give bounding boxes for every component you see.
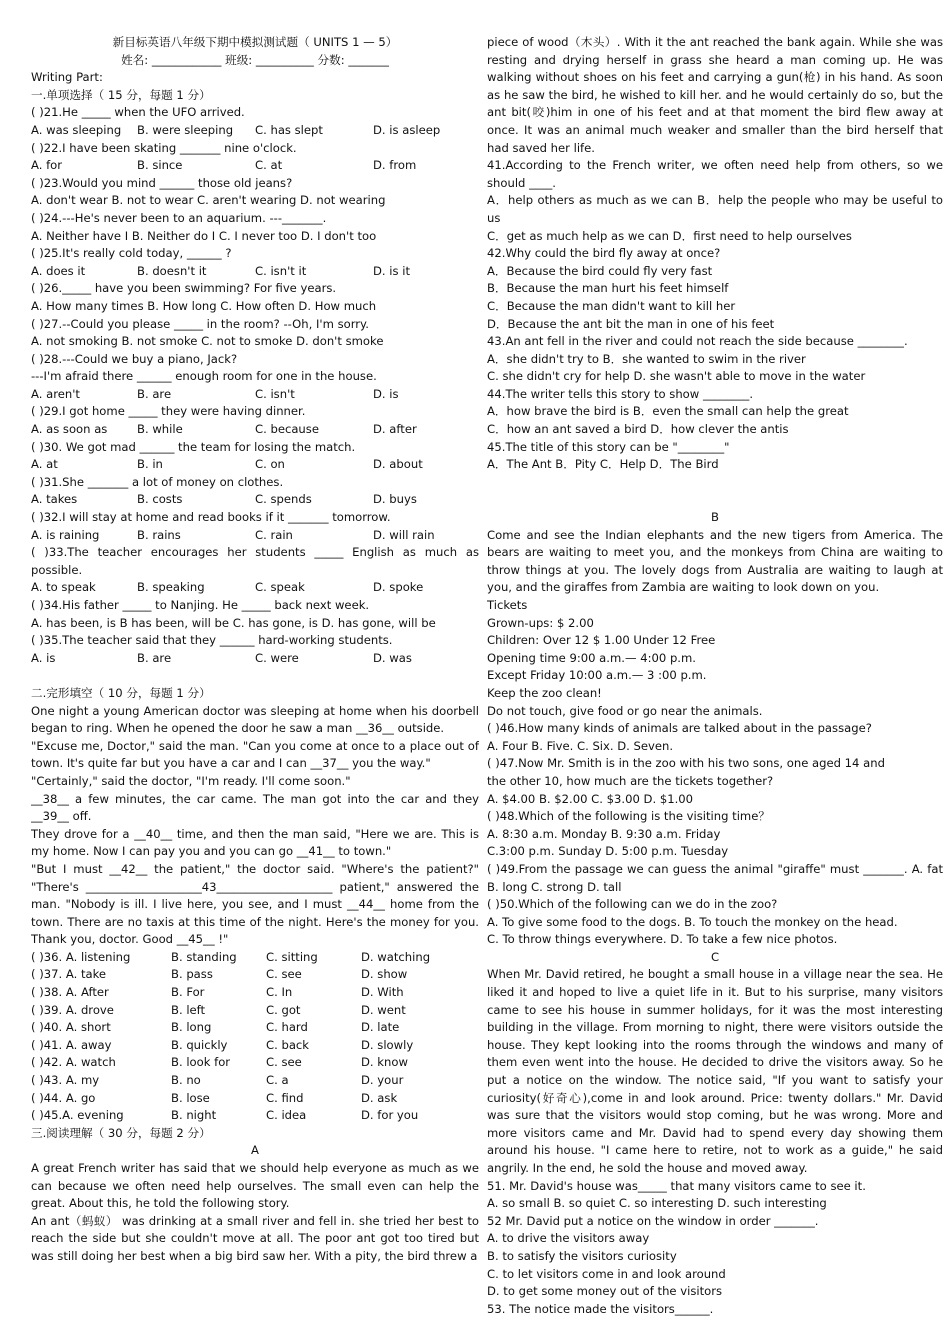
option-text: B. standing (171, 949, 237, 964)
option-text: B. are (137, 386, 172, 401)
text-line: C. she didn't cry for help D. she wasn't able to move in the water (487, 369, 866, 384)
text-line: ---I'm afraid there ______ enough room for one in the house. (31, 369, 377, 384)
option-text: B. lose (171, 1090, 210, 1105)
text-line: A．she didn't try to B．she wanted to swim in the river (487, 351, 806, 366)
text-line: A. not smoking B. not smoke C. not to smoke D. don't smoke (31, 334, 384, 349)
option-text: C. back (266, 1037, 310, 1052)
text-line: ( )23.Would you mind ______ those old jeans? (31, 175, 293, 190)
text-line: ( )35.The teacher said that they ______ hard-working students. (31, 633, 393, 648)
option-text: A. does it (31, 263, 86, 278)
text-line: 51. Mr. David's house was_____ that many visitors came to see it. (487, 1178, 866, 1193)
option-text: D. late (361, 1020, 400, 1035)
text-line: the other 10, how much are the tickets together? (487, 773, 774, 788)
option-text: C. a (266, 1073, 289, 1088)
option-text: B. are (137, 650, 172, 665)
text-line: A. How many times B. How long C. How often D. How much (31, 298, 377, 313)
option-text: D. slowly (361, 1037, 414, 1052)
text-line: 53. The notice made the visitors______. (487, 1301, 714, 1316)
option-text: C. were (255, 650, 299, 665)
text-line: ( )33.The teacher encourages her students _____ English as much as possible. (31, 545, 479, 577)
option-row (31, 579, 479, 597)
option-text: D. is asleep (373, 122, 441, 137)
text-line: Except Friday 10:00 a.m.— 3 :00 p.m. (487, 668, 707, 683)
option-text: C. isn't it (255, 263, 307, 278)
option-row (31, 122, 479, 140)
option-text: D. from (373, 158, 417, 173)
text-line: A (251, 1143, 259, 1158)
option-text: B. while (137, 422, 183, 437)
option-text: D. went (361, 1002, 406, 1017)
option-text: D. is it (373, 263, 411, 278)
option-row (31, 949, 479, 967)
text-line: A. To give some food to the dogs. B. To touch the monkey on the head. (487, 914, 898, 929)
option-text: C. at (255, 158, 283, 173)
text-line: ( )24.---He's never been to an aquarium. ---_______. (31, 210, 327, 225)
option-text: B. doesn't it (137, 263, 207, 278)
text-line: Tickets (487, 598, 528, 612)
option-text: A. at (31, 457, 58, 472)
text-line: C．how an ant saved a bird D．how clever the antis (487, 422, 789, 437)
option-text: D. ask (361, 1090, 398, 1105)
text-line: A. so small B. so quiet C. so interesting D. such interesting (487, 1196, 827, 1211)
option-text: C. spends (255, 492, 312, 507)
text-line: C．Because the man didn't want to kill her (487, 298, 736, 313)
text-line: piece of wood（木头）. With it the ant reached the bank again. While she was resting and drying herself in grass she heard a man coming up. He was walking without shoes on his feet and carrying a gun(枪) in his hand. As soon as he saw the bird, he wished to kill her. and he would certainly do so, but the ant bit(咬)him in one of his feet and at that moment the bird flew away at once. It was an animal much weaker and smaller than the bird herself that had saved her life. (487, 35, 943, 155)
spacer (487, 474, 943, 492)
text-line: A. don't wear B. not to wear C. aren't wearing D. not wearing (31, 193, 386, 208)
text-line: A．The Ant B．Pity C．Help D．The Bird (487, 457, 719, 472)
text-line: C. to let visitors come in and look around (487, 1266, 726, 1281)
text-line: 42.Why could the bird fly away at once? (487, 246, 721, 261)
option-row (31, 1037, 479, 1055)
text-line: ( )30. We got mad ______ the team for losing the match. (31, 439, 356, 454)
text-line: One night a young American doctor was sleeping at home when his doorbell began to ring. When he opened the door he saw a man __36__ outside. (31, 703, 479, 736)
option-text: ( )37. A. take (31, 967, 107, 982)
option-text: C. has slept (255, 122, 323, 137)
option-row (31, 650, 479, 668)
option-text: C. got (266, 1002, 301, 1017)
text-line: C.3:00 p.m. Sunday D. 5:00 p.m. Tuesday (487, 844, 729, 859)
text-line: "But I must __42__ the patient," the doctor said. "Where's the patient?" "There's ____________________43____________________ patient," answered the man. "Nobody is ill. I live here, you see, and I must __44__ home from the town. There are no taxis at this time of the night. Here's the money for you. Thank you, doctor. Good __45__ !" (31, 861, 479, 947)
option-text: ( )44. A. go (31, 1090, 96, 1105)
text-line: A. 8:30 a.m. Monday B. 9:30 a.m. Friday (487, 826, 721, 841)
option-text: C. on (255, 457, 285, 472)
option-text: ( )45.A. evening (31, 1108, 124, 1123)
option-row (31, 157, 479, 175)
text-line: ( )34.His father _____ to Nanjing. He _____ back next week. (31, 598, 370, 612)
text-line: B (711, 510, 719, 525)
option-text: D. is (373, 386, 399, 401)
option-text: A. is raining (31, 527, 100, 542)
text-line: A．Because the bird could fly very fast (487, 263, 713, 278)
text-line: ( )31.She _______ a lot of money on clothes. (31, 474, 284, 489)
text-line: ( )26._____ have you been swimming? For five years. (31, 281, 337, 296)
option-text: B. in (137, 457, 163, 472)
option-text: ( )38. A. After (31, 985, 109, 1000)
text-line: When Mr. David retired, he bought a small house in a village near the sea. He liked it and hoped to live a quiet life in it. But to his surprise, many visitors came to see his house in summer holidays, for it was the most interesting building in the village. From morning to night, there were visitors outside the house. They kept looking into the rooms through the windows and many of them even went into the house. He decided to drive the visitors away. So he put a notice on the window. The notice said, "If you want to satisfy your curiosity(好奇心),come in and look around. Price: twenty dollars." Mr. David was sure that the visitors would stop coming, but he was wrong. More and more visitors came and Mr. David had to spend every day showing them around his house. "I came here to retire, not to work as a guide," he said angrily. In the end, he sold the house and moved away. (487, 967, 943, 1175)
option-row (31, 1054, 479, 1072)
text-line: Come and see the Indian elephants and the new tigers from America. The bears are waiting to meet you, and the monkeys from China are waiting to throw things at you. The lovely dogs from Australia are waiting to laugh at you, and the giraffes from Zambia are waiting to look down on you. (487, 527, 943, 595)
text-line: 一.单项选择（ 15 分，每题 1 分） (31, 87, 211, 102)
option-text: D. was (373, 650, 412, 665)
option-text: D. will rain (373, 527, 435, 542)
option-row (31, 1072, 479, 1090)
option-text: D. know (361, 1055, 408, 1070)
text-line: 41.According to the French writer, we often need help from others, so we should ____. (487, 158, 943, 190)
text-line: A. $4.00 B. $2.00 C. $3.00 D. $1.00 (487, 791, 694, 806)
option-row (31, 1019, 479, 1037)
spacer (31, 667, 479, 685)
option-row (31, 527, 479, 545)
option-row (31, 386, 479, 404)
text-line: B. to satisfy the visitors curiosity (487, 1248, 677, 1263)
text-line: A great French writer has said that we should help everyone as much as we can because we often need help ourselves. The small even can help the great. About this, he told the following story. (31, 1161, 479, 1211)
option-text: A. for (31, 158, 63, 173)
left-column (31, 34, 479, 1266)
text-line: A. Neither have I B. Neither do I C. I never too D. I don't too (31, 228, 377, 243)
option-text: B. costs (137, 492, 183, 507)
text-line: ( )46.How many kinds of animals are talked about in the passage? (487, 721, 872, 736)
text-line: Grown-ups: $ 2.00 (487, 615, 594, 630)
text-line: ( )49.From the passage we can guess the animal "giraffe" must _______. A. fat B. long C. strong D. tall (487, 861, 943, 894)
text-line: A. has been, is B has been, will be C. has gone, is D. has gone, will be (31, 615, 436, 630)
option-text: C. see (266, 967, 302, 982)
option-text: C. because (255, 422, 319, 437)
text-line: "Certainly," said the doctor, "I'm ready. I'll come soon." (31, 773, 351, 788)
option-text: D. for you (361, 1108, 419, 1123)
option-text: B. rains (137, 527, 181, 542)
spacer (487, 491, 943, 509)
text-line: Writing Part: (31, 70, 103, 85)
text-line: Keep the zoo clean! (487, 685, 602, 700)
option-text: ( )40. A. short (31, 1020, 111, 1035)
text-line: ( )28.---Could we buy a piano, Jack? (31, 351, 238, 366)
text-line: D. to get some money out of the visitors (487, 1284, 723, 1299)
text-line: ( )21.He _____ when the UFO arrived. (31, 105, 245, 120)
text-line: __38__ a few minutes, the car came. The man got into the car and they __39__ off. (31, 791, 479, 824)
text-line: A．help others as much as we can B．help the people who may be useful to us (487, 193, 943, 225)
option-text: A. was sleeping (31, 122, 122, 137)
text-line: ( )27.--Could you please _____ in the room? --Oh, I'm sorry. (31, 316, 369, 331)
text-line: C．get as much help as we can D．first need to help ourselves (487, 228, 852, 243)
text-line: They drove for a __40__ time, and then the man said, "Here we are. This is my home. Now I can pay you and you can go __41__ to town." (31, 826, 479, 859)
option-text: B. speaking (137, 580, 205, 595)
text-line: Children: Over 12 $ 1.00 Under 12 Free (487, 633, 716, 648)
option-text: A. aren't (31, 386, 80, 401)
text-line: ( )29.I got home _____ they were having dinner. (31, 404, 306, 419)
option-text: ( )43. A. my (31, 1073, 100, 1088)
option-text: ( )41. A. away (31, 1037, 112, 1052)
option-text: B. quickly (171, 1037, 228, 1052)
option-text: B. left (171, 1002, 206, 1017)
option-text: B. long (171, 1020, 212, 1035)
option-text: A. is (31, 650, 56, 665)
text-line: A．how brave the bird is B．even the small can help the great (487, 404, 849, 419)
option-text: C. isn't (255, 386, 295, 401)
option-text: D. your (361, 1073, 404, 1088)
text-line: 姓名: ____________ 班级: __________ 分数: _______ (121, 52, 389, 67)
option-text: B. night (171, 1108, 217, 1123)
text-line: C. To throw things everywhere. D. To take a few nice photos. (487, 932, 838, 947)
option-text: D. buys (373, 492, 417, 507)
text-line: ( )48.Which of the following is the visiting time？ (487, 809, 770, 824)
option-text: C. speak (255, 580, 305, 595)
text-line: ( )22.I have been skating _______ nine o'clock. (31, 140, 297, 155)
text-line: Opening time 9:00 a.m.— 4:00 p.m. (487, 650, 696, 665)
option-row (31, 263, 479, 281)
option-text: C. sitting (266, 949, 318, 964)
option-text: C. hard (266, 1020, 308, 1035)
option-text: C. find (266, 1090, 304, 1105)
option-text: C. rain (255, 527, 293, 542)
option-text: ( )36. A. listening (31, 949, 131, 964)
text-line: ( )47.Now Mr. Smith is in the zoo with his two sons, one aged 14 and (487, 756, 885, 771)
text-line: 三.阅读理解（ 30 分，每题 2 分） (31, 1125, 211, 1140)
text-line: A. Four B. Five. C. Six. D. Seven. (487, 738, 674, 753)
option-row (31, 456, 479, 474)
option-text: D. after (373, 422, 417, 437)
text-line: 45.The title of this story can be "________" (487, 439, 730, 454)
text-line: ( )25.It's really cold today, ______ ? (31, 246, 232, 261)
text-line: "Excuse me, Doctor," said the man. "Can you come at once to a place out of town. It's quite far but you have a car and I can __37__ you the way." (31, 738, 479, 771)
text-line: 52 Mr. David put a notice on the window in order _______. (487, 1213, 819, 1228)
option-text: C. idea (266, 1108, 307, 1123)
option-text: ( )42. A. watch (31, 1055, 116, 1070)
text-line: C (710, 949, 720, 964)
text-line: 44.The writer tells this story to show ________. (487, 386, 753, 401)
option-text: B. were sleeping (137, 122, 234, 137)
option-row (31, 984, 479, 1002)
option-text: A. as soon as (31, 422, 108, 437)
text-line: ( )32.I will stay at home and read books if it _______ tomorrow. (31, 510, 391, 525)
option-text: ( )39. A. drove (31, 1002, 114, 1017)
option-text: A. to speak (31, 580, 96, 595)
right-column (487, 34, 943, 1318)
option-text: D. about (373, 457, 423, 472)
text-line: 43.An ant fell in the river and could not reach the side because ________. (487, 334, 908, 349)
option-row (31, 1090, 479, 1108)
option-text: A. takes (31, 492, 78, 507)
option-text: B. since (137, 158, 183, 173)
text-line: Do not touch, give food or go near the animals. (487, 703, 763, 718)
option-row (31, 1107, 479, 1125)
option-text: B. no (171, 1073, 201, 1088)
option-text: D. spoke (373, 580, 424, 595)
option-text: B. pass (171, 967, 213, 982)
text-line: An ant（蚂蚁） was drinking at a small river and fell in. she tried her best to reach the side but she couldn't move at all. The poor ant got too tired but was still doing her best when a big bird saw her. With a pity, the bird threw a (31, 1213, 479, 1263)
text-line: 新目标英语八年级下期中模拟测试题（ UNITS 1 — 5） (112, 35, 398, 49)
text-line: B．Because the man hurt his feet himself (487, 281, 729, 296)
option-text: D. watching (361, 949, 431, 964)
option-row (31, 421, 479, 439)
option-text: B. look for (171, 1055, 231, 1070)
text-line: A. to drive the visitors away (487, 1231, 650, 1246)
option-text: C. see (266, 1055, 302, 1070)
option-row (31, 1002, 479, 1020)
option-text: B. For (171, 985, 205, 1000)
text-line: D．Because the ant bit the man in one of his feet (487, 316, 775, 331)
text-line: ( )50.Which of the following can we do in the zoo? (487, 897, 778, 912)
option-text: D. With (361, 985, 404, 1000)
text-line: 二.完形填空（ 10 分，每题 1 分） (31, 685, 211, 700)
option-text: D. show (361, 967, 408, 982)
option-row (31, 966, 479, 984)
option-row (31, 491, 479, 509)
option-text: C. In (266, 985, 293, 1000)
